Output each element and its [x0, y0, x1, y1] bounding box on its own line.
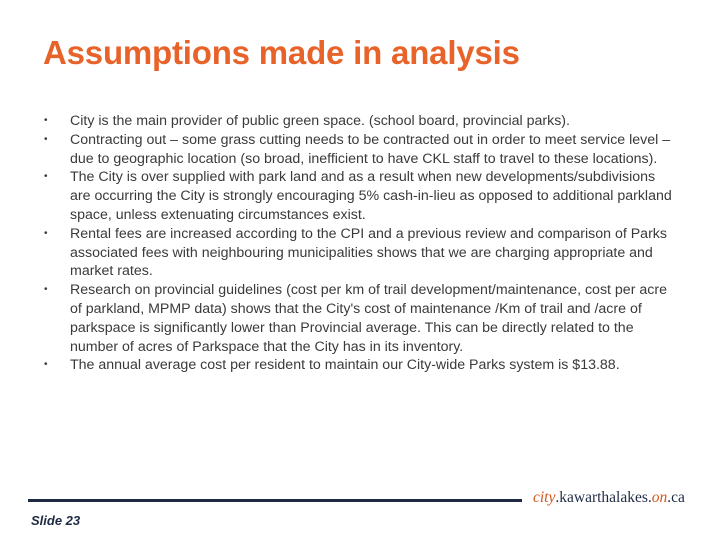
bullet-text: City is the main provider of public green space. (school board, provincial parks). [70, 113, 570, 129]
footer-divider [28, 499, 522, 502]
bullet-item [44, 225, 674, 281]
bullet-text: The City is over supplied with park land and as a result when new developments/subdivisions are occurring the City is strongly encouraging 5% cash-in-lieu as opposed to additional parkland space, unless extenuating circumstances exist. [70, 169, 672, 223]
brand-url [533, 489, 685, 507]
brand-url-domain: .kawarthalakes. [555, 489, 652, 506]
bullet-text: The annual average cost per resident to maintain our City-wide Parks system is $13.88. [70, 357, 620, 374]
bullet-marker: • [44, 115, 48, 126]
bullet-marker: • [44, 133, 48, 145]
bullet-item [44, 112, 674, 131]
bullet-item [44, 356, 674, 375]
bullet-marker: • [44, 171, 48, 183]
brand-url-tld: .ca [667, 489, 685, 506]
brand-url-city: city [533, 489, 556, 506]
bullet-marker: • [44, 284, 48, 296]
bullet-text: Rental fees are increased according to the CPI and a previous review and comparison of Parks associated fees with neighbouring municipalities shows that we are charging appropriate and market rates. [70, 225, 667, 280]
bullet-text: Research on provincial guidelines (cost per km of trail development/maintenance, cost per acre of parkland, MPMP data) shows that the City's cost of maintenance /Km of trail and /acre of parkspace is significantly lower than Provincial average. This can be directly related to the number of acres of Parkspace that the City has in its inventory. [70, 282, 667, 355]
bullet-item [44, 168, 674, 224]
bullet-item [44, 131, 674, 169]
bullet-list [44, 112, 674, 375]
bullet-marker: • [44, 227, 48, 239]
brand-url-province: on [651, 489, 668, 506]
slide-title: Assumptions made in analysis [43, 34, 520, 71]
bullet-marker: • [44, 359, 48, 371]
bullet-item [44, 281, 674, 356]
slide-number: Slide 23 [31, 513, 81, 528]
bullet-text: Contracting out – some grass cutting needs to be contracted out in order to meet service level – due to geographic location (so broad, inefficient to have CKL staff to travel to these locations). [70, 131, 671, 167]
